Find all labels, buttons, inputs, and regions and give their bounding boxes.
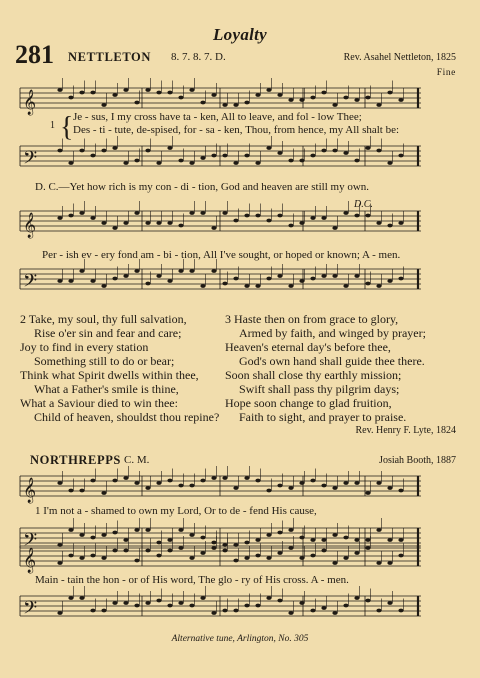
note-head — [68, 489, 73, 493]
note-head — [376, 221, 381, 225]
note-head — [101, 284, 106, 288]
note-head — [79, 211, 84, 215]
stanza-line: Faith to sight, and prayer to praise. — [239, 410, 407, 424]
note-head — [90, 609, 95, 613]
note-head — [101, 556, 106, 560]
note-head — [332, 103, 337, 107]
note-head — [343, 151, 348, 155]
note-head — [365, 546, 370, 550]
note-head — [299, 279, 304, 283]
note-head — [266, 277, 271, 281]
note-head — [299, 221, 304, 225]
composer-credit-northrepps: Josiah Booth, 1887 — [379, 455, 456, 466]
stanza-line: Hope soon change to glad fruition, — [225, 396, 392, 410]
note-head — [123, 476, 128, 480]
note-head — [376, 103, 381, 107]
note-head — [112, 93, 117, 97]
note-head — [376, 284, 381, 288]
note-head — [156, 161, 161, 165]
note-head — [57, 149, 62, 153]
note-head — [288, 98, 293, 102]
note-head — [123, 88, 128, 92]
note-head — [189, 556, 194, 560]
note-head — [145, 549, 150, 553]
note-head — [266, 88, 271, 92]
note-head — [167, 604, 172, 608]
note-head — [321, 274, 326, 278]
lyrics-line-2: Per - ish ev - ery fond am - bi - tion, All I've sought, or hoped or known; A - men. — [42, 249, 401, 261]
note-head — [167, 146, 172, 150]
note-head — [101, 533, 106, 537]
stanza-line: What a Saviour died to win thee: — [20, 396, 178, 410]
stanza-line: Soon shall close thy earthly mission; — [225, 368, 402, 382]
note-head — [332, 486, 337, 490]
note-head — [244, 604, 249, 608]
note-head — [255, 161, 260, 165]
note-head — [365, 491, 370, 495]
note-head — [57, 481, 62, 485]
note-head — [57, 611, 62, 615]
note-head — [277, 484, 282, 488]
stanza-line: Swift shall pass thy pilgrim days; — [239, 382, 400, 396]
note-head — [277, 214, 282, 218]
note-head — [134, 604, 139, 608]
note-head — [156, 481, 161, 485]
stanza-line: Armed by faith, and winged by prayer; — [239, 326, 426, 340]
note-head — [299, 556, 304, 560]
note-head — [288, 611, 293, 615]
stanza-line: Child of heaven, shouldst thou repine? — [34, 410, 220, 424]
note-head — [233, 486, 238, 490]
note-head — [167, 279, 172, 283]
note-head — [167, 479, 172, 483]
note-head — [277, 151, 282, 155]
note-head — [68, 96, 73, 100]
note-head — [288, 284, 293, 288]
treble-clef-icon: 𝄞 — [23, 548, 37, 573]
note-head — [255, 604, 260, 608]
note-head — [145, 486, 150, 490]
note-head — [79, 149, 84, 153]
note-head — [79, 556, 84, 560]
note-head — [244, 101, 249, 105]
note-head — [79, 596, 84, 600]
note-head — [321, 606, 326, 610]
stanza-2 — [20, 312, 219, 424]
hymn-number: 281 — [15, 40, 54, 69]
composer-credit-nettleton: Rev. Asahel Nettleton, 1825 — [343, 52, 456, 63]
note-head — [255, 479, 260, 483]
note-head — [299, 601, 304, 605]
note-head — [277, 93, 282, 97]
note-head — [398, 609, 403, 613]
note-head — [343, 96, 348, 100]
note-head — [90, 554, 95, 558]
note-head — [222, 154, 227, 158]
lyric-brace: { — [60, 112, 74, 143]
note-head — [354, 481, 359, 485]
tune-name-northrepps: NORTHREPPS — [30, 453, 121, 467]
note-head — [200, 479, 205, 483]
note-head — [112, 277, 117, 281]
stanza-line: God's own hand shall guide thee there. — [239, 354, 425, 368]
note-head — [266, 146, 271, 150]
note-head — [222, 549, 227, 553]
note-head — [134, 528, 139, 532]
stanza-line: Think what Spirit dwells within thee, — [20, 368, 199, 382]
note-head — [387, 91, 392, 95]
note-head — [57, 279, 62, 283]
note-head — [178, 484, 183, 488]
note-head — [189, 269, 194, 273]
note-head — [266, 556, 271, 560]
note-head — [134, 481, 139, 485]
note-head — [68, 554, 73, 558]
verse-number-1: 1 — [50, 120, 55, 131]
note-head — [398, 277, 403, 281]
note-head — [255, 554, 260, 558]
note-head — [310, 554, 315, 558]
note-head — [189, 88, 194, 92]
note-head — [244, 284, 249, 288]
bass-clef-icon: 𝄢 — [23, 598, 38, 623]
note-head — [310, 609, 315, 613]
stanza-3 — [225, 312, 426, 424]
note-head — [112, 146, 117, 150]
note-head — [200, 211, 205, 215]
note-head — [79, 91, 84, 95]
note-head — [343, 211, 348, 215]
note-head — [398, 489, 403, 493]
note-head — [354, 551, 359, 555]
note-head — [233, 219, 238, 223]
note-head — [57, 216, 62, 220]
lyrics-northrepps-line-1: 1 I'm not a - shamed to own my Lord, Or to de - fend His cause, — [35, 505, 317, 517]
note-head — [178, 528, 183, 532]
note-head — [68, 279, 73, 283]
note-head — [200, 156, 205, 160]
note-head — [112, 549, 117, 553]
note-head — [376, 561, 381, 565]
note-head — [277, 531, 282, 535]
note-head — [101, 491, 106, 495]
note-head — [79, 489, 84, 493]
note-head — [266, 533, 271, 537]
note-head — [156, 554, 161, 558]
note-head — [266, 596, 271, 600]
note-head — [211, 93, 216, 97]
stanza-line: Rise o'er sin and fear and care; — [34, 326, 182, 340]
note-head — [299, 536, 304, 540]
treble-clef-icon: 𝄞 — [23, 478, 37, 503]
note-head — [211, 546, 216, 550]
note-head — [277, 551, 282, 555]
note-head — [233, 161, 238, 165]
note-head — [299, 159, 304, 163]
note-head — [112, 601, 117, 605]
note-head — [101, 221, 106, 225]
note-head — [387, 161, 392, 165]
note-head — [354, 98, 359, 102]
note-head — [178, 269, 183, 273]
note-head — [101, 609, 106, 613]
stanza-line: Heaven's eternal day's before thee, — [225, 340, 391, 354]
note-head — [178, 224, 183, 228]
note-head — [178, 546, 183, 550]
note-head — [101, 149, 106, 153]
note-head — [321, 91, 326, 95]
page-heading: Loyalty — [212, 25, 268, 44]
note-head — [200, 284, 205, 288]
note-head — [189, 604, 194, 608]
note-head — [343, 556, 348, 560]
note-head — [255, 93, 260, 97]
note-head — [255, 284, 260, 288]
note-head — [189, 161, 194, 165]
meter-northrepps: C. M. — [124, 454, 150, 466]
note-head — [200, 551, 205, 555]
bass-clef-icon: 𝄢 — [23, 530, 38, 555]
note-head — [167, 221, 172, 225]
bass-clef-icon: 𝄢 — [23, 271, 38, 296]
note-head — [343, 604, 348, 608]
staff-system-4-bass — [0, 590, 480, 630]
note-head — [101, 103, 106, 107]
note-head — [354, 214, 359, 218]
note-head — [244, 214, 249, 218]
fine-mark: Fine — [436, 68, 456, 78]
note-head — [189, 211, 194, 215]
note-head — [376, 481, 381, 485]
staff-system-3-treble — [0, 470, 480, 510]
note-head — [233, 609, 238, 613]
note-head — [145, 528, 150, 532]
staff-system-1-bass — [0, 140, 480, 180]
note-head — [134, 101, 139, 105]
tune-name-nettleton: NETTLETON — [68, 50, 151, 64]
stanza-line: What a Father's smile is thine, — [34, 382, 179, 396]
note-head — [156, 91, 161, 95]
note-head — [222, 476, 227, 480]
note-head — [332, 561, 337, 565]
lyrics-line-1a: Je - sus, I my cross have ta - ken, All to leave, and fol - low Thee; — [73, 111, 362, 123]
note-head — [211, 611, 216, 615]
note-head — [233, 103, 238, 107]
note-head — [299, 98, 304, 102]
note-head — [277, 274, 282, 278]
note-head — [398, 98, 403, 102]
note-head — [310, 216, 315, 220]
note-head — [343, 284, 348, 288]
author-credit: Rev. Henry F. Lyte, 1824 — [355, 425, 456, 436]
note-head — [211, 226, 216, 230]
note-head — [244, 476, 249, 480]
note-head — [167, 549, 172, 553]
note-head — [288, 224, 293, 228]
lyrics-dc-line: D. C.—Yet how rich is my con - di - tion, God and heaven are still my own. — [35, 181, 370, 193]
note-head — [156, 599, 161, 603]
note-head — [354, 596, 359, 600]
note-head — [68, 161, 73, 165]
note-head — [189, 484, 194, 488]
note-head — [299, 481, 304, 485]
note-head — [321, 216, 326, 220]
stanza-line: 3 Haste then on from grace to glory, — [225, 312, 399, 326]
note-head — [134, 269, 139, 273]
note-head — [222, 609, 227, 613]
dc-mark: D.C. — [354, 199, 373, 210]
staff-system-2-treble — [0, 205, 480, 245]
note-head — [57, 88, 62, 92]
note-head — [178, 601, 183, 605]
note-head — [222, 211, 227, 215]
note-head — [244, 154, 249, 158]
note-head — [365, 214, 370, 218]
note-head — [167, 91, 172, 95]
stanza-line: Something still to do or bear; — [34, 354, 175, 368]
note-head — [321, 549, 326, 553]
note-head — [288, 486, 293, 490]
note-head — [90, 479, 95, 483]
bass-clef-icon: 𝄢 — [23, 148, 38, 173]
note-head — [398, 154, 403, 158]
note-head — [365, 282, 370, 286]
note-head — [79, 533, 84, 537]
note-head — [332, 226, 337, 230]
note-head — [145, 149, 150, 153]
note-head — [68, 528, 73, 532]
note-head — [112, 531, 117, 535]
note-head — [178, 96, 183, 100]
note-head — [288, 159, 293, 163]
note-head — [354, 159, 359, 163]
note-head — [57, 561, 62, 565]
note-head — [387, 224, 392, 228]
note-head — [189, 533, 194, 537]
note-head — [365, 599, 370, 603]
note-head — [90, 536, 95, 540]
note-head — [90, 279, 95, 283]
note-head — [398, 221, 403, 225]
note-head — [310, 96, 315, 100]
note-head — [387, 486, 392, 490]
note-head — [211, 269, 216, 273]
footer-alternative-tune: Alternative tune, Arlington, No. 305 — [171, 634, 309, 644]
note-head — [123, 161, 128, 165]
note-head — [211, 476, 216, 480]
note-head — [68, 596, 73, 600]
note-head — [266, 489, 271, 493]
lyrics-northrepps-line-2: Main - tain the hon - or of His word, The glo - ry of His cross. A - men. — [35, 574, 349, 586]
treble-clef-icon: 𝄞 — [23, 213, 37, 238]
note-head — [332, 611, 337, 615]
note-head — [244, 556, 249, 560]
note-head — [200, 596, 205, 600]
note-head — [288, 546, 293, 550]
note-head — [354, 274, 359, 278]
note-head — [387, 279, 392, 283]
note-head — [112, 226, 117, 230]
note-head — [156, 274, 161, 278]
meter-nettleton: 8. 7. 8. 7. D. — [171, 51, 226, 63]
note-head — [134, 159, 139, 163]
note-head — [376, 528, 381, 532]
note-head — [211, 154, 216, 158]
note-head — [123, 221, 128, 225]
note-head — [68, 214, 73, 218]
note-head — [134, 559, 139, 563]
note-head — [365, 146, 370, 150]
note-head — [222, 103, 227, 107]
note-head — [156, 221, 161, 225]
note-head — [178, 159, 183, 163]
note-head — [332, 533, 337, 537]
note-head — [255, 214, 260, 218]
note-head — [343, 536, 348, 540]
note-head — [200, 101, 205, 105]
note-head — [321, 484, 326, 488]
note-head — [222, 282, 227, 286]
note-head — [233, 277, 238, 281]
note-head — [310, 479, 315, 483]
note-head — [145, 601, 150, 605]
staff-system-2-bass — [0, 263, 480, 303]
note-head — [343, 481, 348, 485]
note-head — [266, 219, 271, 223]
note-head — [387, 601, 392, 605]
note-head — [79, 269, 84, 273]
note-head — [134, 211, 139, 215]
note-head — [145, 221, 150, 225]
note-head — [123, 274, 128, 278]
note-head — [145, 88, 150, 92]
note-head — [90, 216, 95, 220]
note-head — [123, 549, 128, 553]
note-head — [233, 559, 238, 563]
note-head — [310, 154, 315, 158]
note-head — [145, 282, 150, 286]
note-head — [398, 554, 403, 558]
note-head — [288, 528, 293, 532]
stanza-line: 2 Take, my soul, thy full salvation, — [20, 312, 187, 326]
note-head — [387, 561, 392, 565]
note-head — [376, 609, 381, 613]
note-head — [90, 154, 95, 158]
note-head — [123, 601, 128, 605]
stanza-line: Joy to find in every station — [20, 340, 149, 354]
note-head — [277, 599, 282, 603]
note-head — [365, 96, 370, 100]
treble-clef-icon: 𝄞 — [23, 90, 37, 115]
note-head — [90, 91, 95, 95]
note-head — [321, 149, 326, 153]
lyrics-line-1b: Des - ti - tute, de-spised, for - sa - ken, Thou, from hence, my All shalt be: — [73, 124, 400, 136]
note-head — [332, 149, 337, 153]
note-head — [112, 479, 117, 483]
note-head — [332, 274, 337, 278]
note-head — [200, 536, 205, 540]
note-head — [376, 149, 381, 153]
note-head — [310, 277, 315, 281]
